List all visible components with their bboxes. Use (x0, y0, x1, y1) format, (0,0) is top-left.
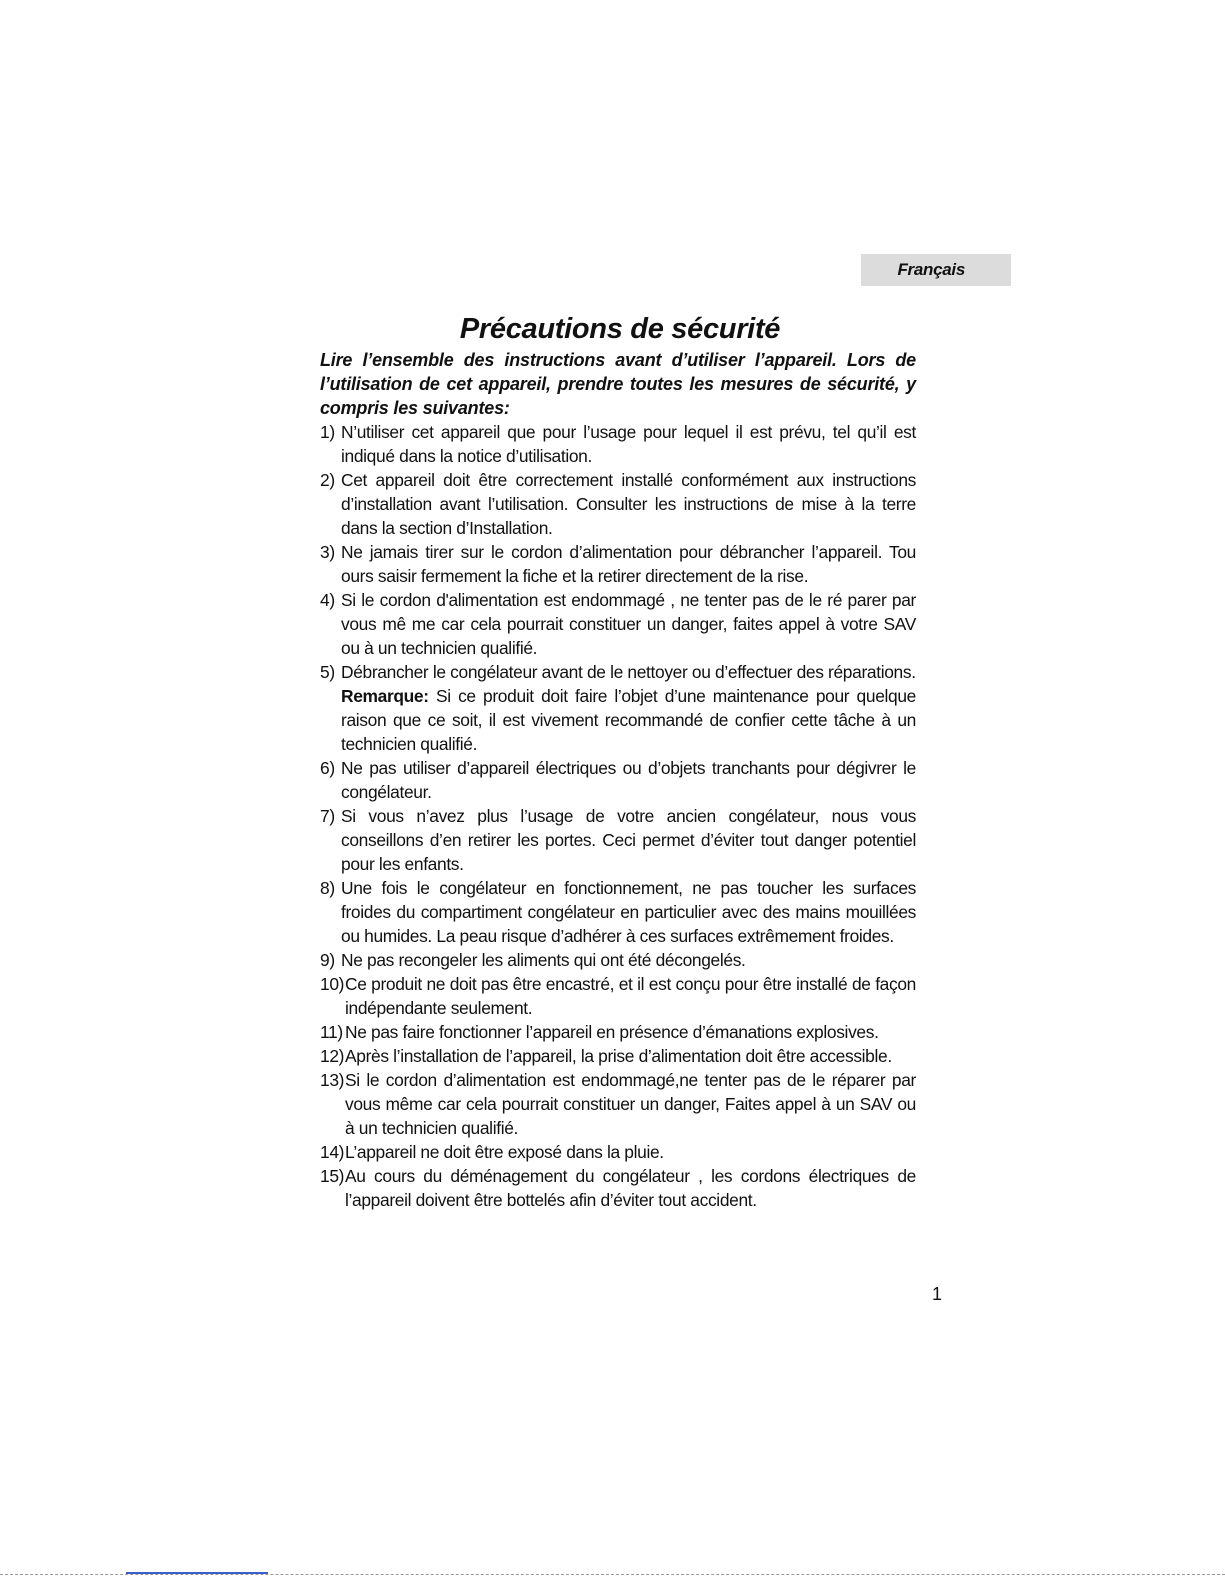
item-text: Ne pas recongeler les aliments qui ont été décongelés. (341, 950, 746, 970)
list-item (320, 1044, 916, 1068)
item-text: Si le cordon d’alimentation est endommagé,ne tenter pas de le réparer par vous même car cela pourrait constituer un danger, Faites appel à un SAV ou à un technicien qualifié. (345, 1070, 916, 1138)
item-number: 6) (320, 758, 335, 778)
item-number: 14) (320, 1142, 345, 1162)
list-item (320, 876, 916, 948)
list-item (320, 660, 916, 684)
item-number: 1) (320, 422, 335, 442)
language-tab: Français (861, 254, 1011, 286)
item-number: 3) (320, 542, 335, 562)
item-text: Cet appareil doit être correctement installé conformément aux instructions d’installation avant l’utilisation. Consulter les instructions de mise à la terre dans la section d’Installation. (341, 470, 916, 538)
precautions-list-continued (320, 756, 916, 1212)
list-item (320, 948, 916, 972)
item-text: Au cours du déménagement du congélateur , les cordons électriques de l’appareil doivent être bottelés afin d’éviter tout accident. (345, 1166, 916, 1210)
list-item (320, 972, 916, 1020)
item-number: 11) (320, 1022, 343, 1042)
item-text: N’utiliser cet appareil que pour l’usage pour lequel il est prévu, tel qu’il est indiqué dans la notice d’utilisation. (341, 422, 916, 466)
list-item (320, 1020, 916, 1044)
safety-content (320, 348, 916, 1212)
item-text: Si le cordon d'alimentation est endommagé , ne tenter pas de le ré parer par vous mê me car cela pourrait constituer un danger, faites appel à votre SAV ou à un technicien qualifié. (341, 590, 916, 658)
item-number: 10) (320, 974, 345, 994)
item-number: 9) (320, 950, 335, 970)
list-item (320, 804, 916, 876)
item-number: 7) (320, 806, 335, 826)
list-item (320, 1068, 916, 1140)
item-text: Si vous n’avez plus l’usage de votre ancien congélateur, nous vous conseillons d’en retirer les portes. Ceci permet d’éviter tout danger potentiel pour les enfants. (341, 806, 916, 874)
list-item (320, 1140, 916, 1164)
item-text: Ne pas faire fonctionner l’appareil en présence d’émanations explosives. (345, 1022, 879, 1042)
item-number: 15) (320, 1166, 345, 1186)
remark-label: Remarque: (341, 686, 429, 706)
remark-text: Si ce produit doit faire l’objet d’une maintenance pour quelque raison que ce soit, il est vivement recommandé de confier cette tâche à un technicien qualifié. (341, 686, 916, 754)
list-item (320, 756, 916, 804)
item-text: Après l’installation de l’appareil, la prise d’alimentation doit être accessible. (345, 1046, 892, 1066)
item-text: Ce produit ne doit pas être encastré, et il est conçu pour être installé de façon indépendante seulement. (345, 974, 916, 1018)
list-item (320, 1164, 916, 1212)
item-text: Ne pas utiliser d’appareil électriques ou d’objets tranchants pour dégivrer le congélateur. (341, 758, 916, 802)
item-number: 13) (320, 1070, 345, 1090)
item-number: 12) (320, 1046, 345, 1066)
item-text: L’appareil ne doit être exposé dans la pluie. (345, 1142, 664, 1162)
footer-link-underline (126, 1572, 268, 1574)
list-item (320, 420, 916, 468)
item-number: 4) (320, 590, 335, 610)
list-item (320, 468, 916, 540)
item-text: Ne jamais tirer sur le cordon d’alimentation pour débrancher l’appareil. Tou ours saisir fermement la fiche et la retirer directement de la rise. (341, 542, 916, 586)
item-number: 8) (320, 878, 335, 898)
page-number: 1 (932, 1284, 943, 1304)
item-text: Débrancher le congélateur avant de le nettoyer ou d’effectuer des réparations. (341, 662, 916, 682)
page-title: Précautions de sécurité (459, 313, 781, 345)
list-item (320, 588, 916, 660)
intro-paragraph: Lire l’ensemble des instructions avant d’utiliser l’appareil. Lors de l’utilisation de cet appareil, prendre toutes les mesures de sécurité, y compris les suivantes: (320, 350, 916, 418)
item-number: 2) (320, 470, 335, 490)
remark-note (320, 684, 916, 756)
item-number: 5) (320, 662, 335, 682)
item-text: Une fois le congélateur en fonctionnement, ne pas toucher les surfaces froides du compartiment congélateur en particulier avec des mains mouillées ou humides. La peau risque d’adhérer à ces surfaces extrêmement froides. (341, 878, 916, 946)
footer-divider (0, 1574, 1225, 1575)
list-item (320, 540, 916, 588)
precautions-list (320, 420, 916, 684)
